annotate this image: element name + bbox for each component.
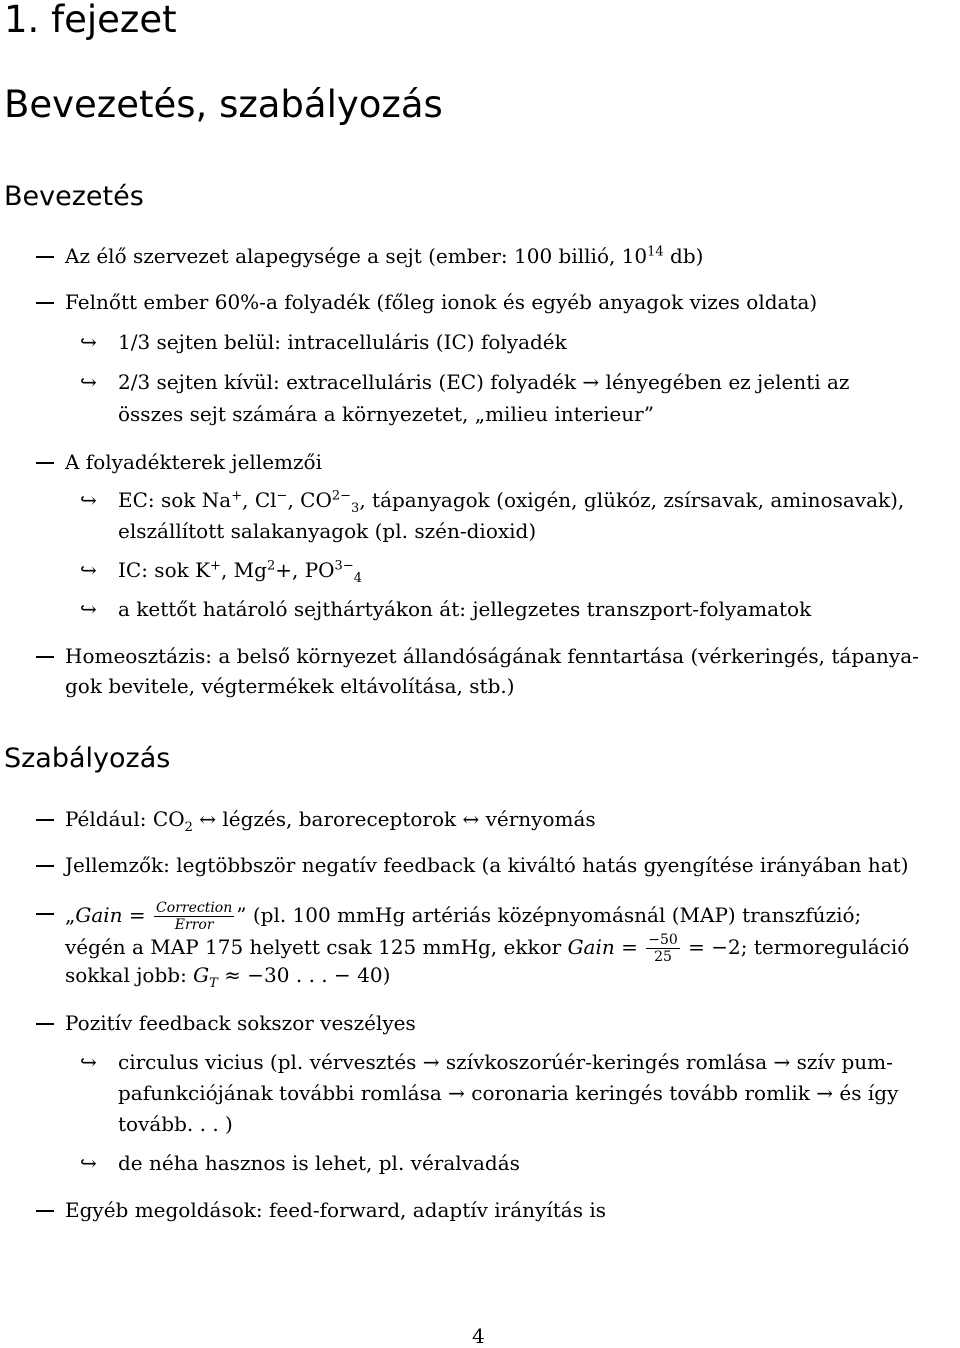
section-title-intro: Bevezetés — [4, 181, 144, 212]
section-title-regulation: Szabályozás — [4, 743, 171, 774]
sub-list-item: EC: sok Na+, Cl−, $CO^{2-}_3$, tápanyagok (oxigén, glükóz, zsírsavak, aminosavak), — [118, 488, 905, 516]
bullet-dash — [36, 256, 54, 258]
bullet-dash — [36, 865, 54, 867]
list-item-cont: gok bevitele, végtermékek eltávolítása, stb.) — [65, 674, 515, 698]
list-item: Például: $CO_2$ ↔ légzés, baroreceptorok ↔ vérnyomás — [65, 807, 596, 835]
hook-arrow-icon: ↪ — [80, 330, 97, 354]
hook-arrow-icon: ↪ — [80, 1050, 97, 1074]
bullet-dash — [36, 302, 54, 304]
sub-list-item: de néha hasznos is lehet, pl. véralvadás — [118, 1151, 520, 1175]
list-item: Felnőtt ember 60%-a folyadék (főleg ionok és egyéb anyagok vizes oldata) — [65, 290, 818, 314]
chapter-title: Bevezetés, szabályozás — [4, 83, 443, 126]
list-item-cont: sokkal jobb: $G_T \approx -30$ . . . − 40) — [65, 963, 391, 991]
hook-arrow-icon: ↪ — [80, 558, 97, 582]
sub-list-item-cont: összes sejt számára a környezetet, „milieu interieur” — [118, 402, 654, 426]
sub-list-item: a kettőt határoló sejthártyákon át: jellegzetes transzport-folyamatok — [118, 597, 812, 621]
list-item: A folyadékterek jellemzői — [65, 450, 322, 474]
bullet-dash — [36, 1023, 54, 1025]
chapter-label: 1. fejezet — [4, 0, 177, 41]
sub-list-item-cont: elszállított salakanyagok (pl. szén-dioxid) — [118, 519, 537, 543]
bullet-dash — [36, 656, 54, 658]
page-number: 4 — [472, 1324, 485, 1348]
sub-list-item-cont: tovább. . . ) — [118, 1112, 233, 1136]
sub-list-item-cont: pafunkciójának további romlása → coronaria keringés tovább romlik → és így — [118, 1081, 899, 1105]
hook-arrow-icon: ↪ — [80, 370, 97, 394]
list-item: Egyéb megoldások: feed-forward, adaptív irányítás is — [65, 1198, 606, 1222]
fraction: $\frac{\text{Correction}}{\text{Error}}$ — [156, 900, 233, 933]
sub-list-item: IC: sok K+, $Mg^2+$, $PO^{3-}_4$ — [118, 558, 362, 586]
sub-list-item: 2/3 sejten kívül: extracelluláris (EC) folyadék → lényegében ez jelenti az — [118, 370, 850, 394]
bullet-dash — [36, 819, 54, 821]
list-item: Pozitív feedback sokszor veszélyes — [65, 1011, 416, 1035]
bullet-dash — [36, 1210, 54, 1212]
hook-arrow-icon: ↪ — [80, 1151, 97, 1175]
bullet-dash — [36, 462, 54, 464]
list-item: Homeosztázis: a belső környezet állandóságának fenntartása (vérkeringés, tápanya- — [65, 644, 919, 668]
sub-list-item: 1/3 sejten belül: intracelluláris (IC) folyadék — [118, 330, 567, 354]
hook-arrow-icon: ↪ — [80, 488, 97, 512]
hook-arrow-icon: ↪ — [80, 597, 97, 621]
list-item: Az élő szervezet alapegysége a sejt (ember: 100 billió, $10^{14}$ db) — [65, 244, 704, 268]
list-item: „Gain = $\frac{\text{Correction}}{\text{Error}}$ ” (pl. 100 mmHg artériás középnyomásnál (MAP) transzfúzió; — [65, 900, 862, 933]
bullet-dash — [36, 913, 54, 915]
fraction: $\frac{-50}{25}$ — [648, 932, 678, 965]
sub-list-item: circulus vicius (pl. vérvesztés → szívkoszorúér-keringés romlása → szív pum- — [118, 1050, 893, 1074]
list-item: Jellemzők: legtöbbször negatív feedback (a kiváltó hatás gyengítése irányában hat) — [65, 853, 909, 877]
list-item-cont: végén a MAP 175 helyett csak 125 mmHg, ekkor Gain = $\frac{-50}{25}$ = −2; termoreguláció — [65, 932, 910, 965]
